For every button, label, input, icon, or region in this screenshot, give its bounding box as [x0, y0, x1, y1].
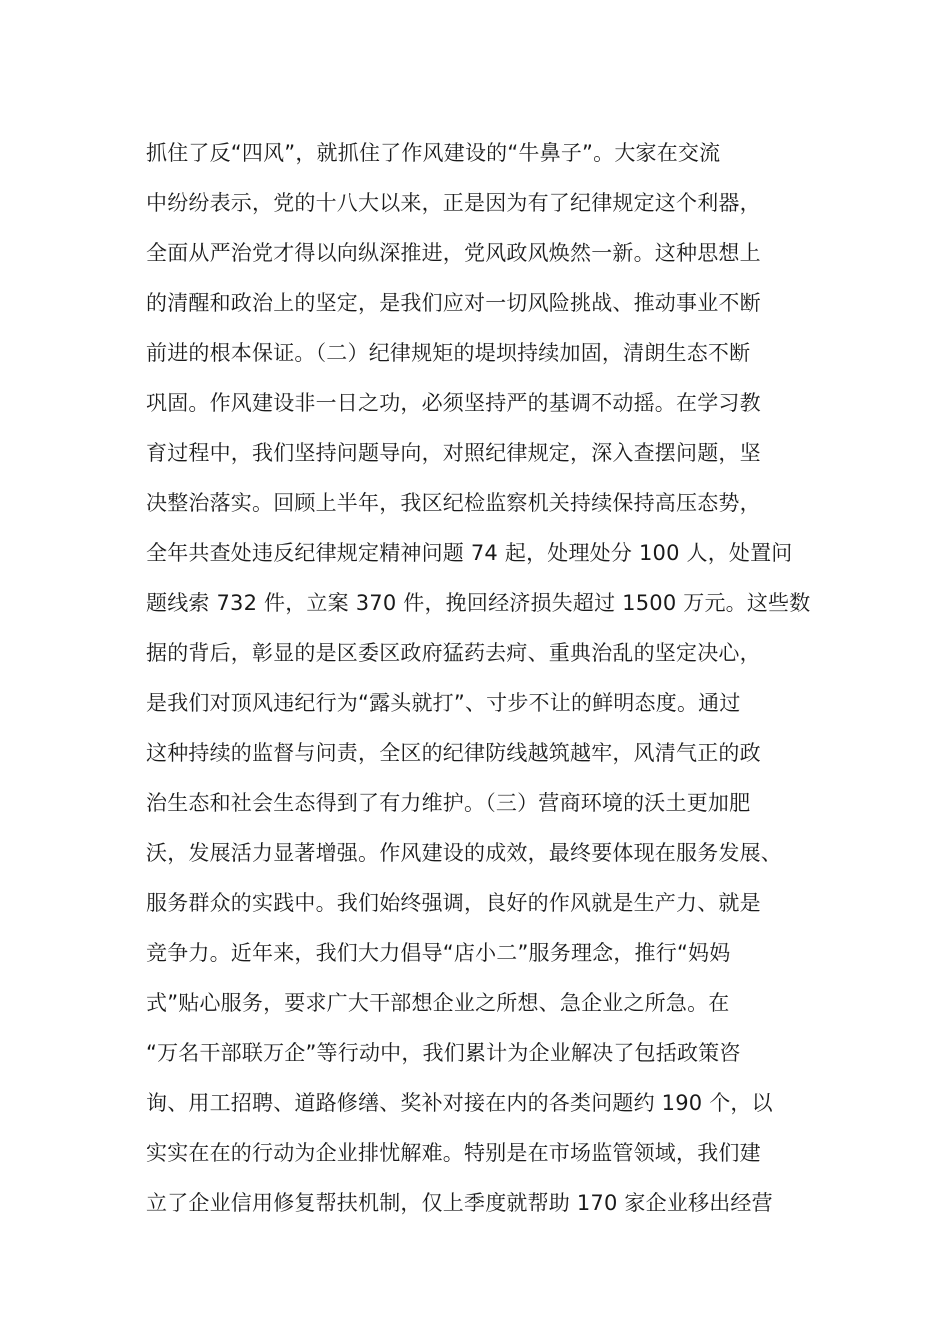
- text-line: “万名干部联万企”等行动中，我们累计为企业解决了包括政策咨: [146, 1041, 741, 1065]
- body-paragraph: [146, 128, 826, 1228]
- text-line: 是我们对顶风违纪行为“露头就打”、寸步不让的鲜明态度。通过: [146, 691, 741, 715]
- text-line: 式”贴心服务，要求广大干部想企业之所想、急企业之所急。在: [146, 991, 730, 1015]
- text-line: 决整治落实。回顾上半年，我区纪检监察机关持续保持高压态势，: [146, 491, 761, 515]
- text-line: 实实在在的行动为企业排忧解难。特别是在市场监管领域，我们建: [146, 1141, 761, 1165]
- text-line: 题线索 732 件，立案 370 件，挽回经济损失超过 1500 万元。这些数: [146, 591, 811, 615]
- text-line: 询、用工招聘、道路修缮、奖补对接在内的各类问题约 190 个，以: [146, 1091, 773, 1115]
- text-line: 立了企业信用修复帮扶机制，仅上季度就帮助 170 家企业移出经营: [146, 1191, 773, 1215]
- text-line: 巩固。作风建设非一日之功，必须坚持严的基调不动摇。在学习教: [146, 391, 761, 415]
- text-line: 治生态和社会生态得到了有力维护。（三）营商环境的沃土更加肥: [146, 791, 751, 815]
- text-line: 育过程中，我们坚持问题导向，对照纪律规定，深入查摆问题，坚: [146, 441, 761, 465]
- text-line: 竞争力。近年来，我们大力倡导“店小二”服务理念，推行“妈妈: [146, 941, 731, 965]
- text-line: 前进的根本保证。（二）纪律规矩的堤坝持续加固，清朗生态不断: [146, 341, 751, 365]
- text-line: 服务群众的实践中。我们始终强调，良好的作风就是生产力、就是: [146, 891, 761, 915]
- text-line: 这种持续的监督与问责，全区的纪律防线越筑越牢，风清气正的政: [146, 741, 761, 765]
- text-line: 据的背后，彰显的是区委区政府猛药去疴、重典治乱的坚定决心，: [146, 641, 761, 665]
- text-line: 中纷纷表示，党的十八大以来，正是因为有了纪律规定这个利器，: [146, 191, 761, 215]
- text-line: 全年共查处违反纪律规定精神问题 74 起，处理处分 100 人，处置问: [146, 541, 793, 565]
- text-line: 沃，发展活力显著增强。作风建设的成效，最终要体现在服务发展、: [146, 841, 782, 865]
- text-line: 抓住了反“四风”，就抓住了作风建设的“牛鼻子”。大家在交流: [146, 141, 721, 165]
- text-line: 全面从严治党才得以向纵深推进，党风政风焕然一新。这种思想上: [146, 241, 761, 265]
- text-line: 的清醒和政治上的坚定，是我们应对一切风险挑战、推动事业不断: [146, 291, 761, 315]
